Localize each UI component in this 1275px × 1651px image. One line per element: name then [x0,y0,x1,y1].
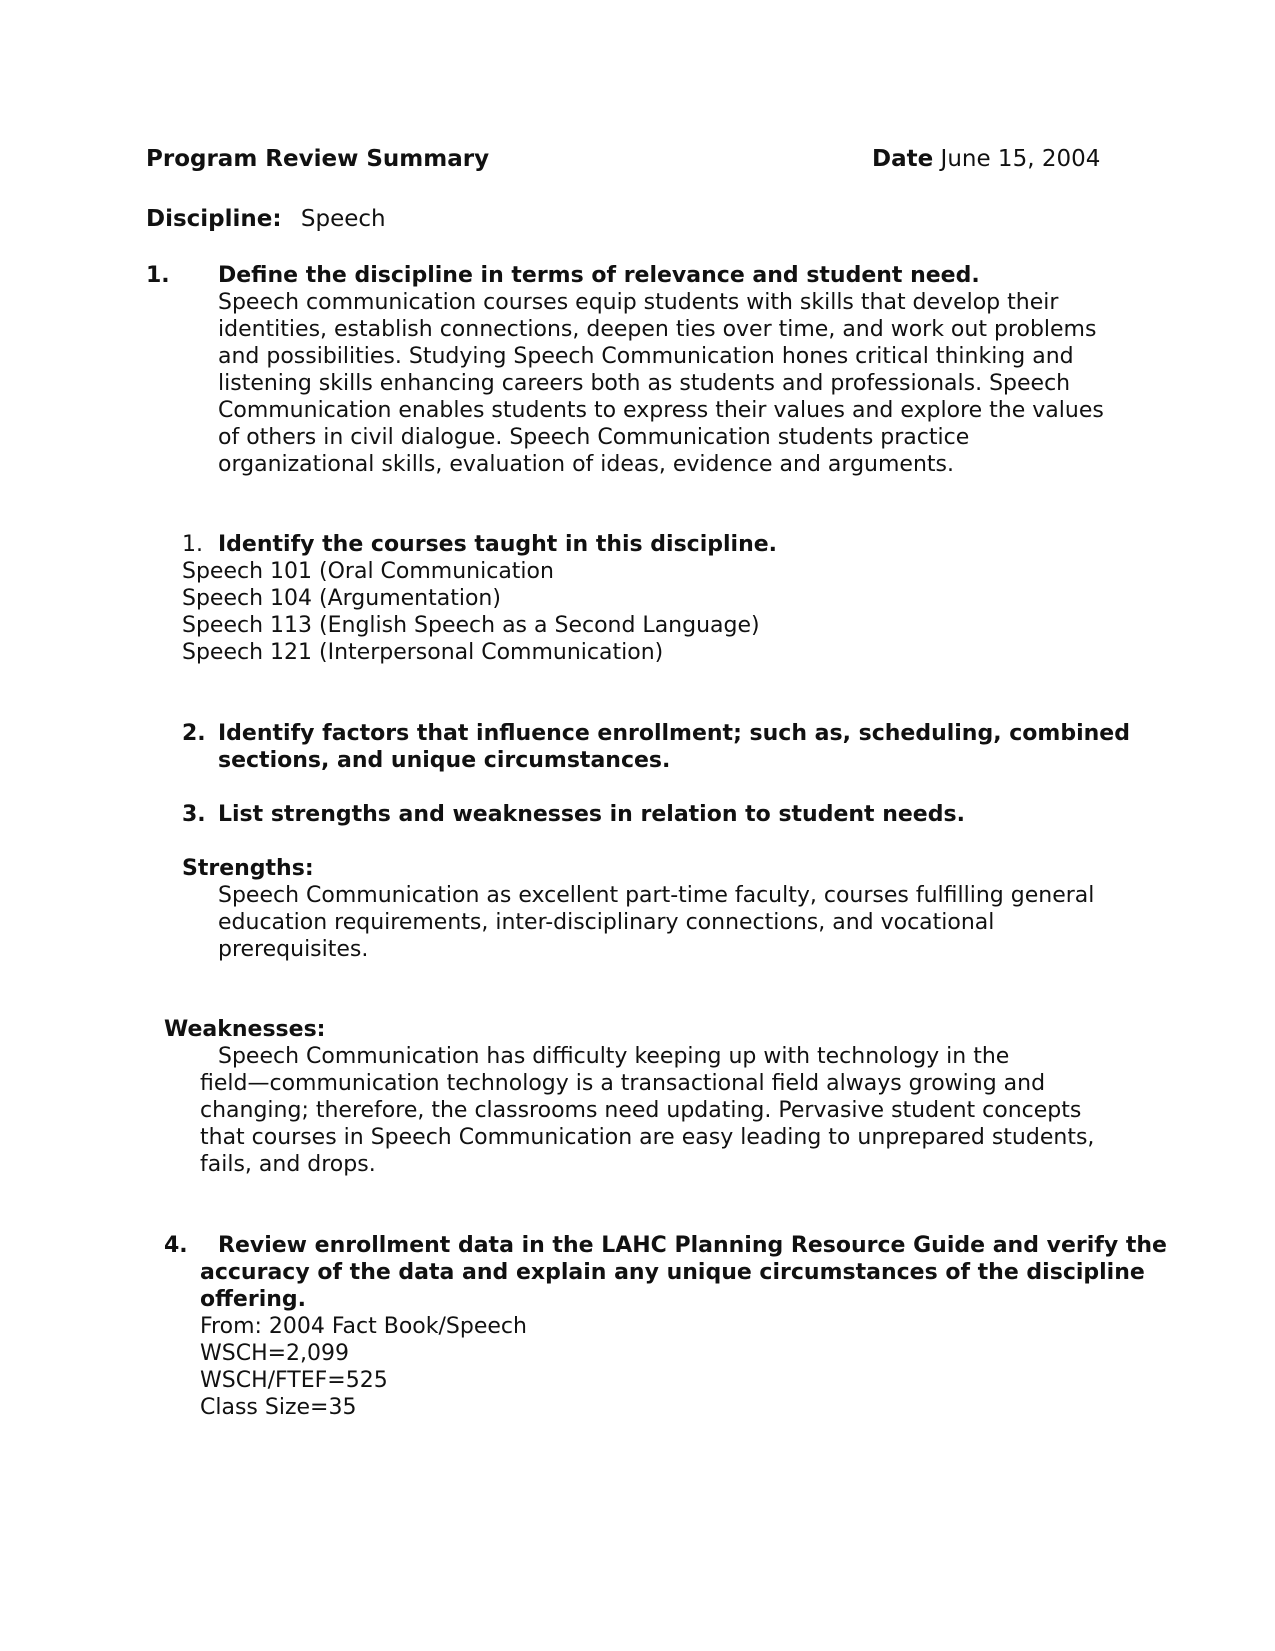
section4-number: 4. [164,1233,188,1258]
course-item: Speech 101 (Oral Communication [182,559,554,584]
section2-heading: sections, and unique circumstances. [218,748,671,773]
section1-heading: Define the discipline in terms of relevance and student need. [218,263,980,288]
strengths-line: education requirements, inter-disciplinary connections, and vocational [218,910,995,935]
discipline-line [146,206,386,232]
course-item: Speech 113 (English Speech as a Second Language) [182,613,760,638]
section1-number: 1. [146,263,170,288]
section1-line: and possibilities. Studying Speech Communication hones critical thinking and [218,344,1074,369]
section4-heading: Review enrollment data in the LAHC Planning Resource Guide and verify the [218,1233,1167,1258]
courses-number: 1. [182,532,203,557]
section4-heading: accuracy of the data and explain any unique circumstances of the discipline [200,1260,1145,1285]
section1-line: listening skills enhancing careers both as students and professionals. Speech [218,371,1071,396]
date-label: Date [872,146,934,172]
weaknesses-line: Speech Communication has difficulty keeping up with technology in the [218,1044,1010,1069]
section4-heading: offering. [200,1287,307,1312]
courses-heading: Identify the courses taught in this discipline. [218,532,778,557]
weaknesses-line: changing; therefore, the classrooms need updating. Pervasive student concepts [200,1098,1082,1123]
course-item: Speech 104 (Argumentation) [182,586,501,611]
discipline-value: Speech [300,206,386,232]
weaknesses-line: fails, and drops. [200,1152,376,1177]
data-line: WSCH/FTEF=525 [200,1368,388,1393]
course-item: Speech 121 (Interpersonal Communication) [182,640,664,665]
section1-line: identities, establish connections, deepen ties over time, and work out problems [218,317,1097,342]
strengths-label: Strengths: [182,856,314,881]
section1-line: organizational skills, evaluation of ideas, evidence and arguments. [218,452,954,477]
section1-line: Communication enables students to express their values and explore the values [218,398,1104,423]
strengths-line: prerequisites. [218,937,369,962]
data-line: WSCH=2,099 [200,1341,350,1366]
date-line [872,146,1100,172]
section3-heading: List strengths and weaknesses in relation to student needs. [218,802,965,827]
date-value: June 15, 2004 [940,146,1101,172]
section2-number: 2. [182,721,206,746]
discipline-label: Discipline: [146,206,282,232]
data-line: From: 2004 Fact Book/Speech [200,1314,527,1339]
section3-number: 3. [182,802,206,827]
section1-line: of others in civil dialogue. Speech Communication students practice [218,425,970,450]
page-title: Program Review Summary [146,146,490,172]
data-line: Class Size=35 [200,1395,357,1420]
weaknesses-line: that courses in Speech Communication are easy leading to unprepared students, [200,1125,1095,1150]
section2-heading: Identify factors that influence enrollment; such as, scheduling, combined [218,721,1130,746]
strengths-line: Speech Communication as excellent part-time faculty, courses fulfilling general [218,883,1095,908]
weaknesses-line: field—communication technology is a transactional field always growing and [200,1071,1046,1096]
section1-line: Speech communication courses equip students with skills that develop their [218,290,1059,315]
weaknesses-label: Weaknesses: [164,1017,326,1042]
